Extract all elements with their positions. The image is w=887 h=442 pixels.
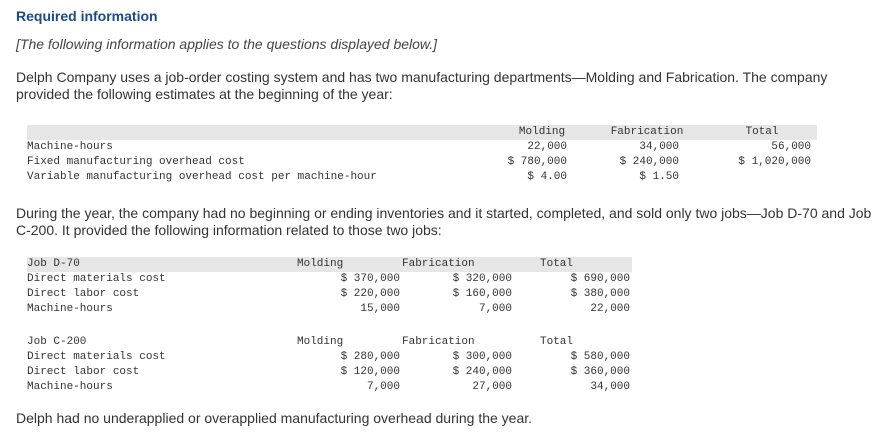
cell-fabrication: 27,000 bbox=[472, 381, 512, 393]
row-label: Direct labor cost bbox=[27, 366, 140, 378]
cell-total: $ 690,000 bbox=[570, 273, 630, 285]
cell-fabrication: 7,000 bbox=[478, 303, 512, 315]
job-d70-col-fabrication: Fabrication bbox=[402, 257, 522, 272]
estimates-col-fabrication: Fabrication bbox=[587, 125, 707, 140]
instructions-subtitle: [The following information applies to the questions displayed below.] bbox=[16, 36, 438, 52]
row-label: Direct materials cost bbox=[27, 351, 166, 363]
job-c200-col-total: Total bbox=[540, 336, 574, 348]
row-label: Machine-hours bbox=[27, 141, 113, 153]
cell-molding: $ 280,000 bbox=[340, 351, 400, 363]
cell-molding: 15,000 bbox=[360, 303, 400, 315]
estimates-col-molding: Molding bbox=[497, 125, 587, 140]
row-label: Machine-hours bbox=[27, 381, 113, 393]
cell-fabrication: $ 240,000 bbox=[452, 366, 512, 378]
job-d70-col-molding: Molding bbox=[297, 257, 402, 272]
row-label: Direct materials cost bbox=[27, 273, 166, 285]
row-label: Machine-hours bbox=[27, 303, 113, 315]
row-label: Variable manufacturing overhead cost per machine-hour bbox=[27, 171, 377, 183]
estimates-table bbox=[27, 125, 817, 185]
cell-total: $ 380,000 bbox=[570, 288, 630, 300]
row-label: Direct labor cost bbox=[27, 288, 140, 300]
job-c200-title: Job C-200 bbox=[27, 336, 87, 348]
cell-fabrication: $ 240,000 bbox=[619, 156, 679, 168]
cell-total: 34,000 bbox=[590, 381, 630, 393]
job-d70-title: Job D-70 bbox=[27, 257, 297, 272]
cell-molding: $ 120,000 bbox=[340, 366, 400, 378]
cell-fabrication: 34,000 bbox=[639, 141, 679, 153]
table-row bbox=[27, 170, 817, 185]
cell-molding: 7,000 bbox=[366, 381, 400, 393]
footer-paragraph: Delph had no underapplied or overapplied manufacturing overhead during the year. bbox=[16, 410, 533, 426]
table-row bbox=[27, 272, 632, 287]
cell-total: $ 580,000 bbox=[570, 351, 630, 363]
cell-total: $ 1,020,000 bbox=[738, 156, 811, 168]
estimates-header-row bbox=[27, 125, 817, 140]
job-d70-col-total: Total bbox=[522, 257, 632, 272]
cell-molding: $ 4.00 bbox=[527, 171, 567, 183]
table-row bbox=[27, 140, 817, 155]
cell-fabrication: $ 160,000 bbox=[452, 288, 512, 300]
table-row bbox=[27, 350, 632, 365]
cell-fabrication: $ 320,000 bbox=[452, 273, 512, 285]
cell-molding: $ 370,000 bbox=[340, 273, 400, 285]
cell-total: 22,000 bbox=[590, 303, 630, 315]
table-row bbox=[27, 155, 817, 170]
job-d70-header-row bbox=[27, 257, 632, 272]
intro-paragraph: Delph Company uses a job-order costing system and has two manufacturing departments—Molding and Fabrication. The company provided the following estimates at the beginning of the year: bbox=[16, 69, 828, 102]
cell-fabrication: $ 300,000 bbox=[452, 351, 512, 363]
cell-total: $ 360,000 bbox=[570, 366, 630, 378]
table-row bbox=[27, 287, 632, 302]
required-information-title: Required information bbox=[16, 8, 158, 24]
table-row bbox=[27, 302, 632, 317]
job-c200-col-molding: Molding bbox=[297, 336, 344, 348]
cell-total: 56,000 bbox=[771, 141, 811, 153]
job-d70-table bbox=[27, 257, 632, 317]
cell-molding: $ 220,000 bbox=[340, 288, 400, 300]
job-c200-header-row bbox=[27, 335, 632, 350]
jobs-intro-paragraph: During the year, the company had no beginning or ending inventories and it started, completed, and sold only two jobs—Job D-70 and Job C-200. It provided the following information related to those two jobs: bbox=[16, 205, 872, 238]
table-row bbox=[27, 380, 632, 395]
row-label: Fixed manufacturing overhead cost bbox=[27, 156, 245, 168]
cell-molding: $ 780,000 bbox=[507, 156, 567, 168]
cell-fabrication: $ 1.50 bbox=[639, 171, 679, 183]
job-c200-col-fabrication: Fabrication bbox=[402, 336, 475, 348]
table-row bbox=[27, 365, 632, 380]
cell-total bbox=[707, 170, 817, 185]
cell-molding: 22,000 bbox=[527, 141, 567, 153]
job-c200-table bbox=[27, 335, 632, 395]
estimates-col-total: Total bbox=[707, 125, 817, 140]
